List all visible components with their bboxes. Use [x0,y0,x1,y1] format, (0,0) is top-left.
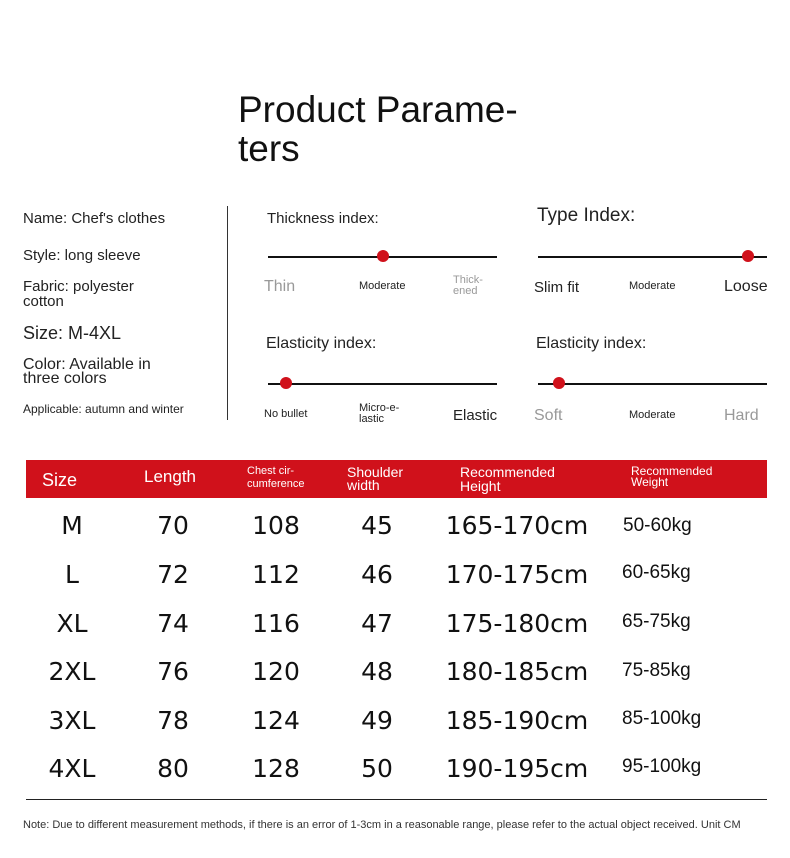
cell-weight: 50-60kg [623,515,692,536]
cell-length: 70 [157,511,189,540]
hardness-index-title: Elasticity index: [536,335,647,352]
cell-chest: 124 [252,706,300,735]
cell-chest: 108 [252,511,300,540]
product-color-line-2: three colors [23,370,107,387]
type-label-moderate: Moderate [629,280,676,292]
elasticity-label-micro-elastic: Micro-e- lastic [359,402,400,425]
cell-chest: 112 [252,560,300,589]
hardness-label-soft: Soft [534,407,563,424]
cell-length: 74 [157,609,189,638]
cell-length: 76 [157,657,189,686]
cell-height: 170-175cm [445,560,589,589]
thickness-label-thin: Thin [264,278,296,295]
cell-height: 180-185cm [445,657,589,686]
hardness-label-moderate: Moderate [629,409,676,421]
info-divider [227,206,228,420]
cell-length: 80 [157,754,189,783]
cell-length: 78 [157,706,189,735]
cell-shoulder: 48 [361,657,393,686]
elasticity-index-track [268,383,497,385]
cell-shoulder: 47 [361,609,393,638]
page-title-line-1: Product Parame- [238,89,518,130]
thickness-index-title: Thickness index: [267,210,379,227]
product-size: Size: M-4XL [23,323,122,343]
cell-chest: 128 [252,754,300,783]
header-length: Length [144,467,196,486]
cell-height: 190-195cm [445,754,589,783]
product-style: Style: long sleeve [23,247,141,264]
cell-size: 3XL [48,706,96,735]
cell-length: 72 [157,560,189,589]
header-weight: Recommended Weight [631,464,713,489]
cell-shoulder: 45 [361,511,393,540]
elasticity-label-no-bullet: No bullet [264,408,308,420]
elasticity-index-marker [280,377,292,389]
cell-size: L [65,560,79,589]
header-size: Size [42,470,78,490]
cell-weight: 75-85kg [622,660,691,681]
cell-shoulder: 50 [361,754,393,783]
cell-height: 185-190cm [445,706,589,735]
cell-chest: 116 [252,609,300,638]
hardness-index-marker [553,377,565,389]
type-index-track [538,256,767,258]
cell-size: XL [56,609,88,638]
product-color-line-1: Color: Available in [23,356,151,373]
header-shoulder: Shoulder width [347,464,404,493]
cell-size: 2XL [48,657,96,686]
cell-weight: 65-75kg [622,611,691,632]
product-fabric-line-2: cotton [23,293,64,310]
table-bottom-rule [26,799,767,800]
type-index-title: Type Index: [537,205,636,226]
type-label-slim-fit: Slim fit [534,279,579,296]
type-index-marker [742,250,754,262]
elasticity-label-elastic: Elastic [453,407,498,424]
page-title [238,90,558,168]
cell-height: 175-180cm [445,609,589,638]
product-name: Name: Chef's clothes [23,210,166,227]
cell-weight: 60-65kg [622,562,691,583]
thickness-label-moderate: Moderate [359,280,406,292]
thickness-index-marker [377,250,389,262]
elasticity-index-title: Elasticity index: [266,335,377,352]
measurement-note: Note: Due to different measurement methods, if there is an error of 1-3cm in a reasonable range, please refer to the actual object received. Unit CM [23,819,741,831]
cell-shoulder: 46 [361,560,393,589]
header-chest: Chest cir- cumference [247,465,305,490]
product-fabric-line-1: Fabric: polyester [23,278,134,295]
cell-weight: 95-100kg [622,756,702,777]
size-table-header [26,460,767,498]
hardness-label-hard: Hard [724,407,759,424]
cell-weight: 85-100kg [622,708,702,729]
cell-chest: 120 [252,657,300,686]
page-title-line-2: ters [238,128,300,169]
cell-shoulder: 49 [361,706,393,735]
cell-size: M [61,511,83,540]
thickness-label-thickened: Thick- ened [453,274,483,297]
cell-size: 4XL [48,754,96,783]
header-height: Recommended Height [460,464,555,494]
hardness-index-track [538,383,767,385]
product-applicable: Applicable: autumn and winter [23,402,184,416]
cell-height: 165-170cm [445,511,589,540]
type-label-loose: Loose [724,278,768,295]
